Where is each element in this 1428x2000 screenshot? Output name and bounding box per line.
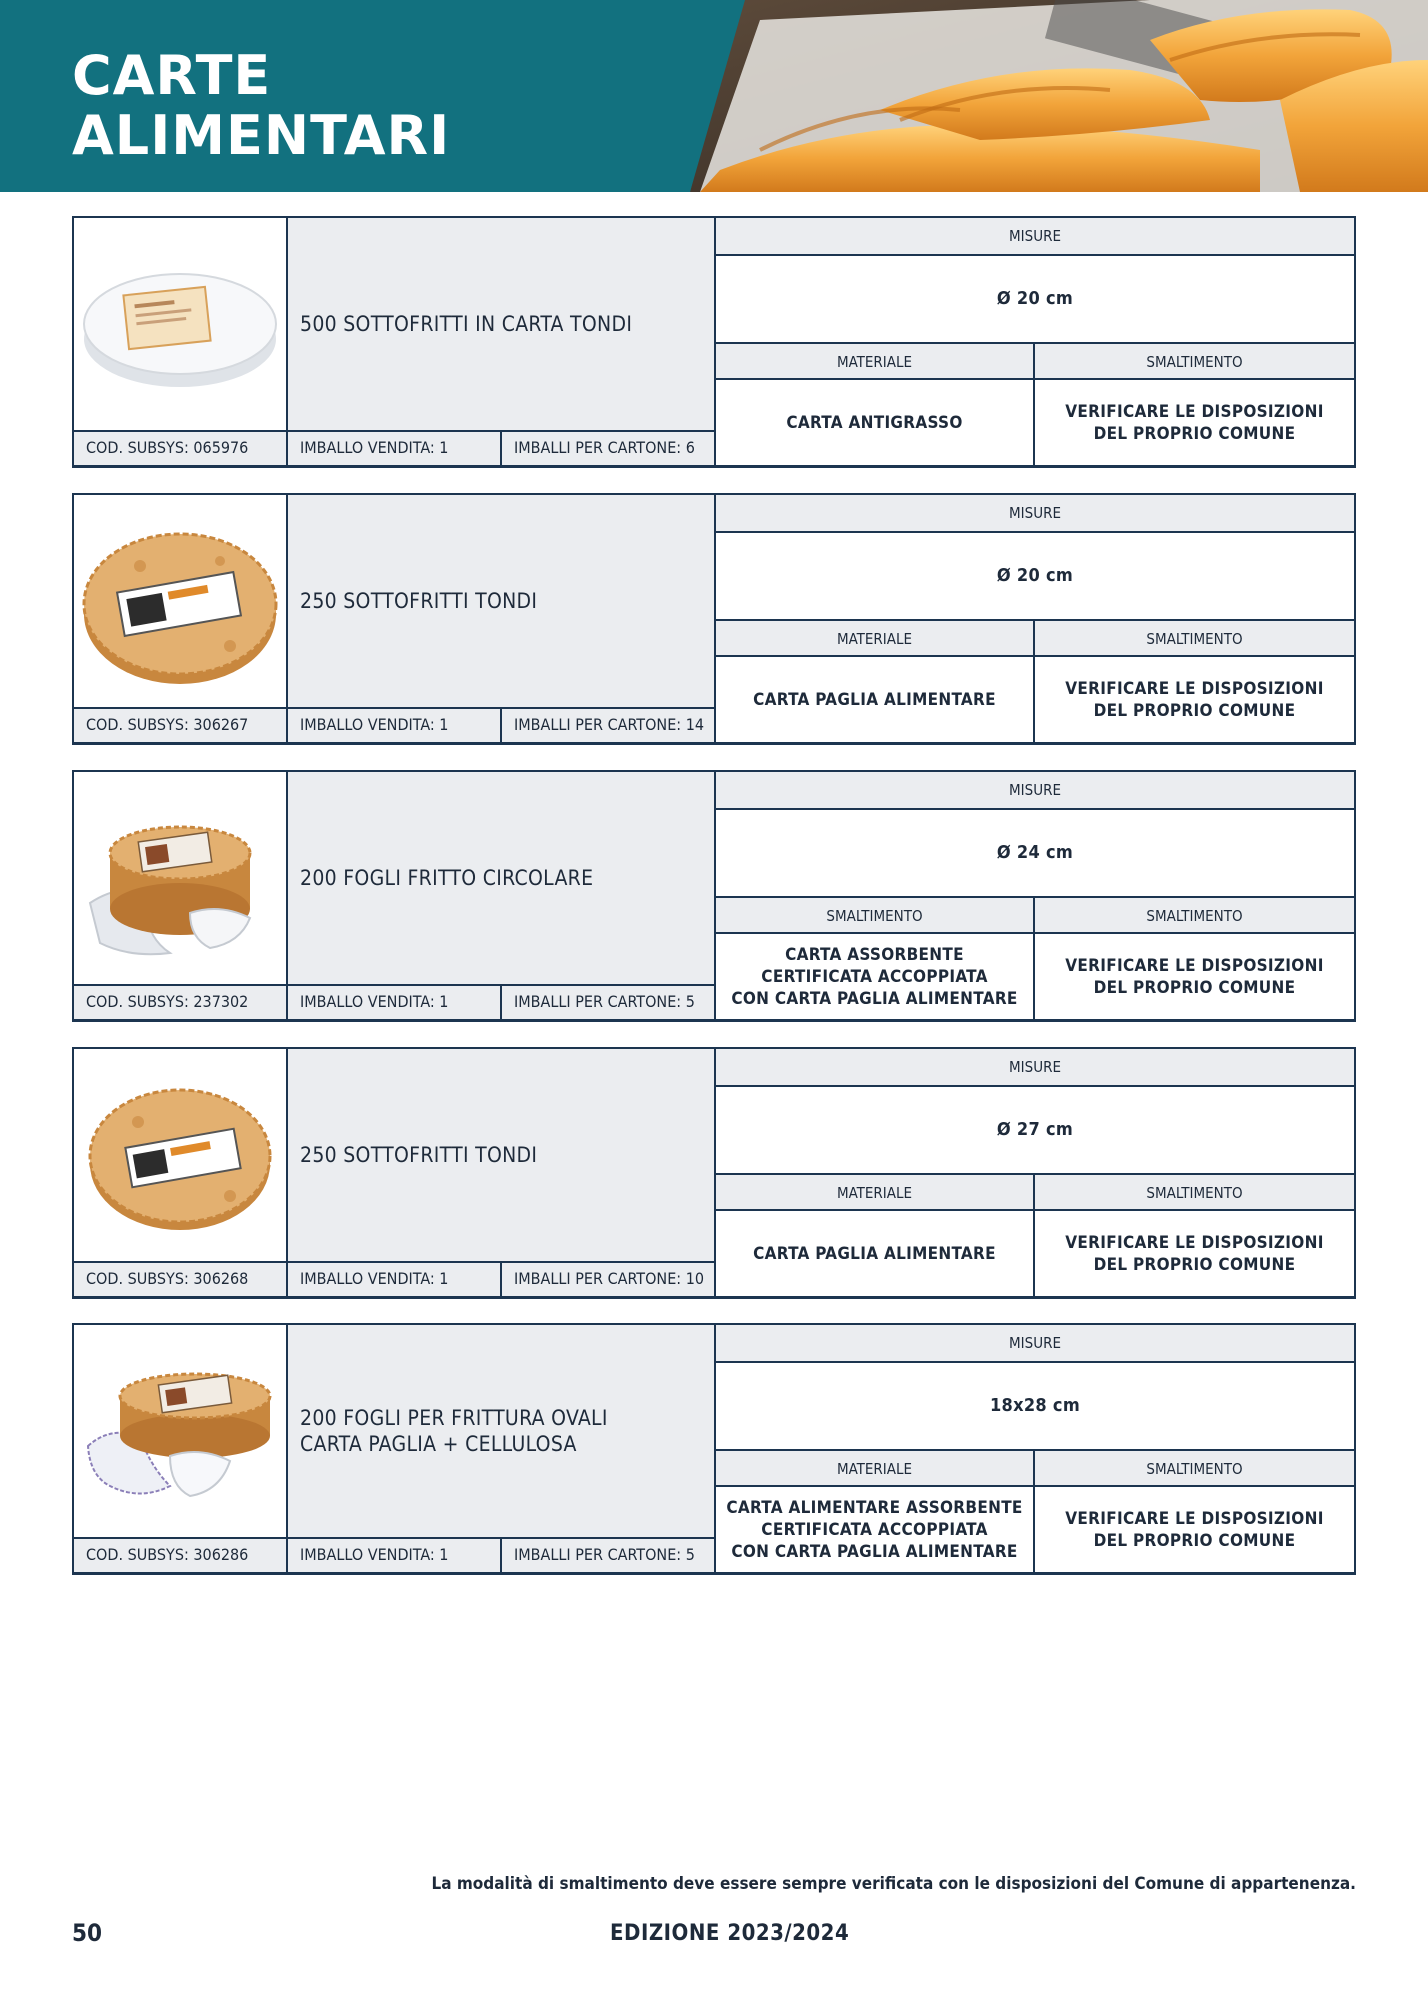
disposal-value bbox=[1035, 380, 1354, 465]
misure-header: MISURE bbox=[716, 1049, 1354, 1087]
product-description-line-1: 500 SOTTOFRITTI IN CARTA TONDI bbox=[300, 312, 633, 336]
product-code: COD. SUBSYS: 065976 bbox=[74, 432, 288, 465]
material-value bbox=[716, 380, 1035, 465]
disposal-value bbox=[1035, 1211, 1354, 1296]
material-value bbox=[716, 1211, 1035, 1296]
material-header: MATERIALE bbox=[716, 619, 1035, 657]
product-card bbox=[72, 216, 1356, 468]
material-line-3: CON CARTA PAGLIA ALIMENTARE bbox=[731, 1541, 1018, 1562]
product-image-round-straw-paper bbox=[80, 506, 280, 696]
page-number: 50 bbox=[72, 1919, 103, 1947]
disposal-header: SMALTIMENTO bbox=[1035, 896, 1354, 934]
misure-header: MISURE bbox=[716, 772, 1354, 810]
product-description bbox=[300, 1325, 608, 1537]
product-code: COD. SUBSYS: 306268 bbox=[74, 1263, 288, 1296]
imballi-per-cartone: IMBALLI PER CARTONE: 10 bbox=[502, 1263, 716, 1296]
disposal-note: La modalità di smaltimento deve essere sempre verificata con le disposizioni del Comune di appartenenza. bbox=[431, 1874, 1356, 1894]
imballi-per-cartone: IMBALLI PER CARTONE: 5 bbox=[502, 986, 716, 1019]
disposal-line-2: DEL PROPRIO COMUNE bbox=[1093, 700, 1296, 721]
product-description-line-1: 250 SOTTOFRITTI TONDI bbox=[300, 589, 538, 613]
imballi-per-cartone: IMBALLI PER CARTONE: 5 bbox=[502, 1539, 716, 1572]
disposal-line-1: VERIFICARE LE DISPOSIZIONI bbox=[1065, 401, 1324, 422]
product-description bbox=[300, 1049, 537, 1261]
disposal-line-1: VERIFICARE LE DISPOSIZIONI bbox=[1065, 955, 1324, 976]
imballi-per-cartone: IMBALLI PER CARTONE: 14 bbox=[502, 709, 716, 742]
product-description-line-1: 200 FOGLI FRITTO CIRCOLARE bbox=[300, 866, 594, 890]
product-card bbox=[72, 1047, 1356, 1299]
material-value bbox=[716, 934, 1035, 1019]
product-image-oval-fry-sheets bbox=[80, 1336, 280, 1526]
disposal-line-1: VERIFICARE LE DISPOSIZIONI bbox=[1065, 1508, 1324, 1529]
disposal-value bbox=[1035, 934, 1354, 1019]
imballo-vendita: IMBALLO VENDITA: 1 bbox=[288, 1263, 502, 1296]
page-title-line-2: ALIMENTARI bbox=[72, 104, 451, 167]
material-value bbox=[716, 1487, 1035, 1572]
disposal-header: SMALTIMENTO bbox=[1035, 342, 1354, 380]
edition-label: EDIZIONE 2023/2024 bbox=[610, 1921, 850, 1946]
disposal-line-2: DEL PROPRIO COMUNE bbox=[1093, 1530, 1296, 1551]
misure-value: Ø 24 cm bbox=[716, 810, 1354, 896]
material-header: MATERIALE bbox=[716, 1173, 1035, 1211]
product-card bbox=[72, 1323, 1356, 1575]
product-card bbox=[72, 493, 1356, 745]
imballo-vendita: IMBALLO VENDITA: 1 bbox=[288, 1539, 502, 1572]
product-card bbox=[72, 770, 1356, 1022]
disposal-value bbox=[1035, 1487, 1354, 1572]
material-line-2: CERTIFICATA ACCOPPIATA bbox=[761, 1519, 988, 1540]
product-image-cell bbox=[74, 1325, 288, 1539]
page-title-line-1: CARTE bbox=[72, 44, 272, 107]
misure-header: MISURE bbox=[716, 218, 1354, 256]
disposal-line-2: DEL PROPRIO COMUNE bbox=[1093, 423, 1296, 444]
material-header: MATERIALE bbox=[716, 342, 1035, 380]
product-image-round-fry-sheets bbox=[80, 783, 280, 973]
product-description-cell bbox=[288, 772, 716, 986]
disposal-line-1: VERIFICARE LE DISPOSIZIONI bbox=[1065, 678, 1324, 699]
page-header bbox=[0, 0, 1428, 192]
page-title bbox=[72, 46, 450, 166]
material-line-2: CERTIFICATA ACCOPPIATA bbox=[761, 966, 988, 987]
product-description-line-1: 200 FOGLI PER FRITTURA OVALI bbox=[300, 1406, 608, 1430]
product-description bbox=[300, 218, 632, 430]
disposal-line-2: DEL PROPRIO COMUNE bbox=[1093, 977, 1296, 998]
product-code: COD. SUBSYS: 237302 bbox=[74, 986, 288, 1019]
product-description-line-2: CARTA PAGLIA + CELLULOSA bbox=[300, 1432, 577, 1456]
misure-header: MISURE bbox=[716, 495, 1354, 533]
disposal-header: SMALTIMENTO bbox=[1035, 619, 1354, 657]
misure-value: Ø 20 cm bbox=[716, 533, 1354, 619]
imballo-vendita: IMBALLO VENDITA: 1 bbox=[288, 986, 502, 1019]
product-description-cell bbox=[288, 1049, 716, 1263]
product-code: COD. SUBSYS: 306286 bbox=[74, 1539, 288, 1572]
disposal-line-2: DEL PROPRIO COMUNE bbox=[1093, 1254, 1296, 1275]
product-image-cell bbox=[74, 495, 288, 709]
disposal-value bbox=[1035, 657, 1354, 742]
material-header: SMALTIMENTO bbox=[716, 896, 1035, 934]
misure-value: Ø 27 cm bbox=[716, 1087, 1354, 1173]
misure-header: MISURE bbox=[716, 1325, 1354, 1363]
product-image-cell bbox=[74, 218, 288, 432]
disposal-header: SMALTIMENTO bbox=[1035, 1173, 1354, 1211]
product-code: COD. SUBSYS: 306267 bbox=[74, 709, 288, 742]
product-description bbox=[300, 772, 593, 984]
product-description-line-1: 250 SOTTOFRITTI TONDI bbox=[300, 1143, 538, 1167]
material-line-3: CON CARTA PAGLIA ALIMENTARE bbox=[731, 988, 1018, 1009]
product-description-cell bbox=[288, 1325, 716, 1539]
imballi-per-cartone: IMBALLI PER CARTONE: 6 bbox=[502, 432, 716, 465]
imballo-vendita: IMBALLO VENDITA: 1 bbox=[288, 709, 502, 742]
material-line-1: CARTA PAGLIA ALIMENTARE bbox=[753, 1243, 996, 1264]
product-image-round-straw-paper bbox=[80, 1060, 280, 1250]
product-description-cell bbox=[288, 495, 716, 709]
material-line-1: CARTA ANTIGRASSO bbox=[786, 412, 963, 433]
material-line-1: CARTA ASSORBENTE bbox=[785, 944, 964, 965]
misure-value: 18x28 cm bbox=[716, 1363, 1354, 1449]
product-image-cell bbox=[74, 1049, 288, 1263]
material-value bbox=[716, 657, 1035, 742]
material-header: MATERIALE bbox=[716, 1449, 1035, 1487]
product-image-cell bbox=[74, 772, 288, 986]
imballo-vendita: IMBALLO VENDITA: 1 bbox=[288, 432, 502, 465]
product-image-round-white-paper bbox=[80, 229, 280, 419]
disposal-line-1: VERIFICARE LE DISPOSIZIONI bbox=[1065, 1232, 1324, 1253]
material-line-1: CARTA ALIMENTARE ASSORBENTE bbox=[726, 1497, 1023, 1518]
product-description bbox=[300, 495, 537, 707]
product-description-cell bbox=[288, 218, 716, 432]
disposal-header: SMALTIMENTO bbox=[1035, 1449, 1354, 1487]
misure-value: Ø 20 cm bbox=[716, 256, 1354, 342]
material-line-1: CARTA PAGLIA ALIMENTARE bbox=[753, 689, 996, 710]
